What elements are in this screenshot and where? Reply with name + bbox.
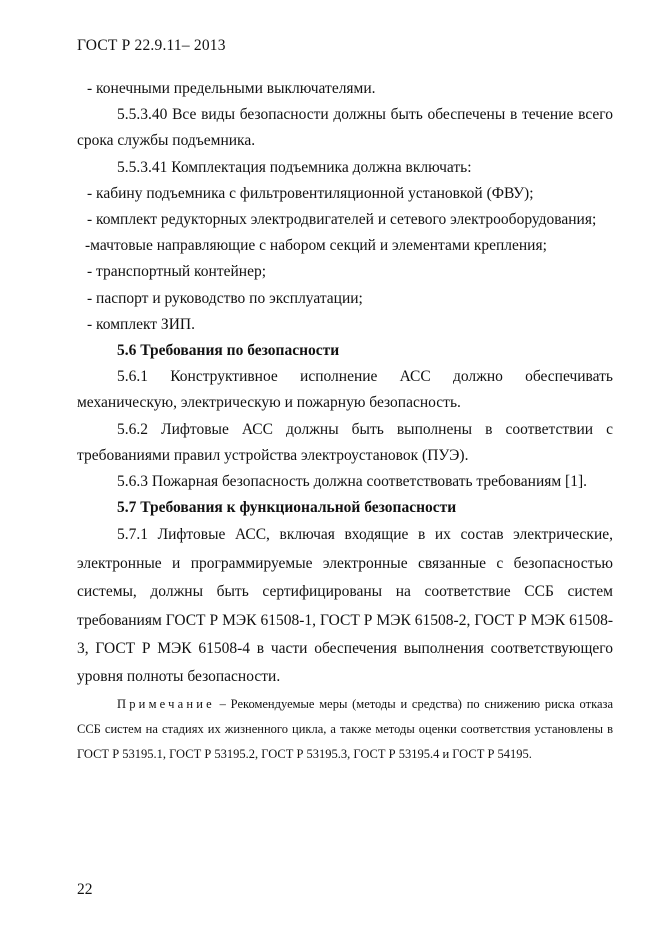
- document-body: [77, 76, 613, 767]
- document-code-header: ГОСТ Р 22.9.11– 2013: [77, 37, 226, 54]
- section-heading-5-7: 5.7 Требования к функциональной безопасности: [117, 499, 457, 517]
- clause-5-5-3-40: 5.5.3.40 Все виды безопасности должны быть обеспечены в течение всего срока службы подъемника.: [77, 106, 613, 150]
- section-heading-5-6: 5.6 Требования по безопасности: [117, 342, 340, 360]
- list-item-spare-parts: - комплект ЗИП.: [87, 315, 195, 333]
- note-label: Примечание: [117, 696, 215, 711]
- note-text: – Рекомендуемые меры (методы и средства) по снижению риска отказа ССБ систем на стадиях их жизненного цикла, а также методы оценки соответствия установлены в ГОСТ Р 53195.1, ГОСТ Р 53195.2, ГОСТ Р 53195.3, ГОСТ Р 53195.4 и ГОСТ Р 54195.: [77, 696, 613, 761]
- list-item-mast-guides: -мачтовые направляющие с набором секций и элементами крепления;: [85, 237, 547, 255]
- page-number: 22: [77, 881, 93, 898]
- list-item-limit-switches: - конечными предельными выключателями.: [87, 80, 376, 97]
- clause-5-5-3-41: 5.5.3.41 Комплектация подъемника должна включать:: [117, 158, 472, 176]
- clause-5-6-2: 5.6.2 Лифтовые АСС должны быть выполнены в соответствии с требованиями правил устройства электроустановок (ПУЭ).: [77, 420, 613, 464]
- list-item-motors: - комплект редукторных электродвигателей и сетевого электрооборудования;: [87, 211, 597, 229]
- clause-5-7-1: 5.7.1 Лифтовые АСС, включая входящие в их состав электрические, электронные и программируемые электронные связанные с безопасностью системы, должны быть сертифицированы на соответствие ССБ систем требованиям ГОСТ Р МЭК 61508-1, ГОСТ Р МЭК 61508-2, ГОСТ Р МЭК 61508-3, ГОСТ Р МЭК 61508-4 в части обеспечения выполнения соответствующего уровня полноты безопасности.: [77, 526, 613, 686]
- list-item-passport: - паспорт и руководство по эксплуатации;: [87, 289, 363, 307]
- list-item-cabin: - кабину подъемника с фильтровентиляционной установкой (ФВУ);: [87, 184, 534, 202]
- list-item-container: - транспортный контейнер;: [87, 263, 267, 281]
- clause-5-6-3: 5.6.3 Пожарная безопасность должна соответствовать требованиям [1].: [117, 473, 588, 491]
- note-paragraph: [77, 692, 613, 767]
- clause-5-6-1: 5.6.1 Конструктивное исполнение АСС должно обеспечивать механическую, электрическую и пожарную безопасность.: [77, 368, 613, 412]
